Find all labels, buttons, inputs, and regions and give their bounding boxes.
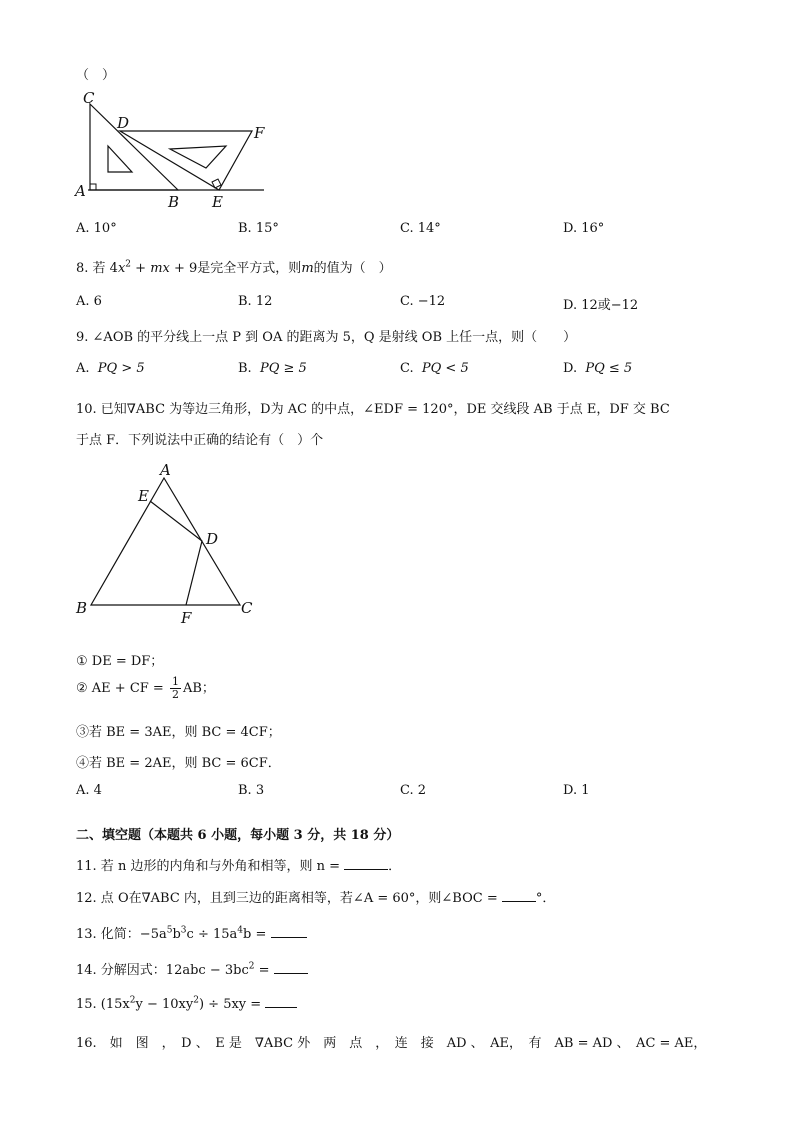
q9-option-b xyxy=(238,361,307,376)
q10-label-E: E xyxy=(138,487,149,505)
q15-tail: ) ÷ 5xy = xyxy=(198,997,262,1012)
q10-option-a: A. 4 xyxy=(76,783,102,798)
q14-pre: 14. 分解因式：12abc − 3bc xyxy=(76,963,249,978)
q10-option-d: D. 1 xyxy=(563,783,590,798)
q10-label-D: D xyxy=(206,530,219,548)
q10-s2-fraction xyxy=(170,676,181,701)
q11-answer-blank[interactable] xyxy=(344,857,388,870)
q10-statement-2 xyxy=(76,676,215,701)
q10-label-F: F xyxy=(181,609,192,627)
q10-figure xyxy=(72,460,272,630)
q8-exp: 2 xyxy=(125,259,132,270)
q10-label-C: C xyxy=(241,599,253,617)
q8-option-c: C. −12 xyxy=(400,294,446,309)
q12-question xyxy=(76,887,555,906)
q9-option-d xyxy=(563,361,632,376)
q16-question: 16. 如 图 ， D 、 E 是 ∇ABC 外 两 点 ， 连 接 AD 、 AE， 有 AB = AD 、 AC = AE， xyxy=(76,1036,707,1051)
q9-option-a xyxy=(76,361,145,376)
q10-s2-pre: ② AE + CF = xyxy=(76,681,168,696)
q7-label-D: D xyxy=(117,114,130,132)
q15-mid: y − 10xy xyxy=(135,997,194,1012)
q10-statement-1: ① DE = DF； xyxy=(76,654,164,669)
q12-pre: 12. 点 O在∇ABC 内，且到三边的距离相等，若∠A = 60°，则∠BOC = xyxy=(76,891,498,906)
q7-option-b: B. 15° xyxy=(238,221,279,236)
q10-question-line2: 于点 F．下列说法中正确的结论有（ ）个 xyxy=(76,433,324,448)
q7-label-E: E xyxy=(212,193,223,210)
q8-pre: 8. 若 4 xyxy=(76,261,118,276)
q15-question xyxy=(76,995,297,1012)
q9-question: 9. ∠AOB 的平分线上一点 P 到 OA 的距离为 5，Q 是射线 OB 上任一点，则（ ） xyxy=(76,330,577,345)
q15-answer-blank[interactable] xyxy=(265,995,297,1008)
q8-option-a: A. 6 xyxy=(76,294,102,309)
q14-exp1: 2 xyxy=(248,961,255,972)
section-2-heading: 二、填空题（本题共 6 小题，每小题 3 分，共 18 分） xyxy=(76,828,400,843)
q10-question-line1: 10. 已知∇ABC 为等边三角形，D为 AC 的中点，∠EDF = 120°，DE 交线段 AB 于点 E，DF 交 BC xyxy=(76,402,670,417)
q10-option-b: B. 3 xyxy=(238,783,265,798)
q12-answer-blank[interactable] xyxy=(502,889,536,902)
q11-question xyxy=(76,855,401,874)
q13-tail: b = xyxy=(243,927,267,942)
q8-x: x xyxy=(117,261,126,276)
q8-post: + 9是完全平方式，则 xyxy=(169,261,302,276)
q12-post: °． xyxy=(535,891,556,906)
q7-option-a: A. 10° xyxy=(76,221,117,236)
q7-option-c: C. 14° xyxy=(400,221,441,236)
q13-question xyxy=(76,923,307,942)
q10-s2-num: 1 xyxy=(171,675,179,688)
q13-c: c ÷ 15a xyxy=(186,927,238,942)
q9-option-c-expr: PQ < 5 xyxy=(421,361,469,376)
q13-exp2: 3 xyxy=(180,925,187,936)
q10-statement-3: ③若 BE = 3AE，则 BC = 4CF； xyxy=(76,725,281,740)
q8-x2: x xyxy=(162,261,170,276)
q9-option-d-letter: D. xyxy=(563,361,578,376)
q10-option-c: C. 2 xyxy=(400,783,427,798)
q14-tail: = xyxy=(254,963,270,978)
q8-option-b: B. 12 xyxy=(238,294,273,309)
q9-option-c-letter: C. xyxy=(400,361,414,376)
q7-label-F: F xyxy=(254,124,265,142)
q7-option-d: D. 16° xyxy=(563,221,605,236)
q9-option-a-letter: A. xyxy=(76,361,90,376)
q7-paren: （ ） xyxy=(76,68,116,83)
q10-label-B: B xyxy=(76,599,88,617)
q15-exp2: 2 xyxy=(193,995,199,1006)
q10-label-A: A xyxy=(160,461,171,479)
q10-s2-post: AB； xyxy=(182,681,215,696)
q15-exp1: 2 xyxy=(129,995,136,1006)
q14-answer-blank[interactable] xyxy=(274,961,308,974)
q13-b: b xyxy=(172,927,181,942)
q13-pre: 13. 化简：−5a xyxy=(76,927,167,942)
q7-label-C: C xyxy=(83,89,95,107)
q8-mid: + xyxy=(131,261,151,276)
q13-exp3: 4 xyxy=(237,925,243,936)
q7-figure xyxy=(74,88,274,210)
q13-answer-blank[interactable] xyxy=(271,925,307,938)
q9-option-d-expr: PQ ≤ 5 xyxy=(585,361,633,376)
q8-question xyxy=(76,257,392,276)
q10-statement-4: ④若 BE = 2AE，则 BC = 6CF． xyxy=(76,756,281,771)
q14-question xyxy=(76,959,308,978)
q10-s2-den: 2 xyxy=(171,688,179,701)
q13-exp1: 5 xyxy=(166,925,173,936)
q11-post: ． xyxy=(388,859,402,874)
q9-option-b-expr: PQ ≥ 5 xyxy=(259,361,307,376)
q8-m: m xyxy=(150,261,163,276)
q9-option-b-letter: B. xyxy=(238,361,252,376)
q11-pre: 11. 若 n 边形的内角和与外角和相等，则 n = xyxy=(76,859,340,874)
q7-label-B: B xyxy=(168,193,180,210)
q7-label-A: A xyxy=(75,182,86,200)
q8-m2: m xyxy=(301,261,314,276)
q9-option-c xyxy=(400,361,469,376)
q8-option-d: D. 12或−12 xyxy=(563,298,639,313)
q8-tail: 的值为（ ） xyxy=(313,261,392,276)
q9-option-a-expr: PQ > 5 xyxy=(97,361,145,376)
q15-pre: 15. (15x xyxy=(76,997,130,1012)
